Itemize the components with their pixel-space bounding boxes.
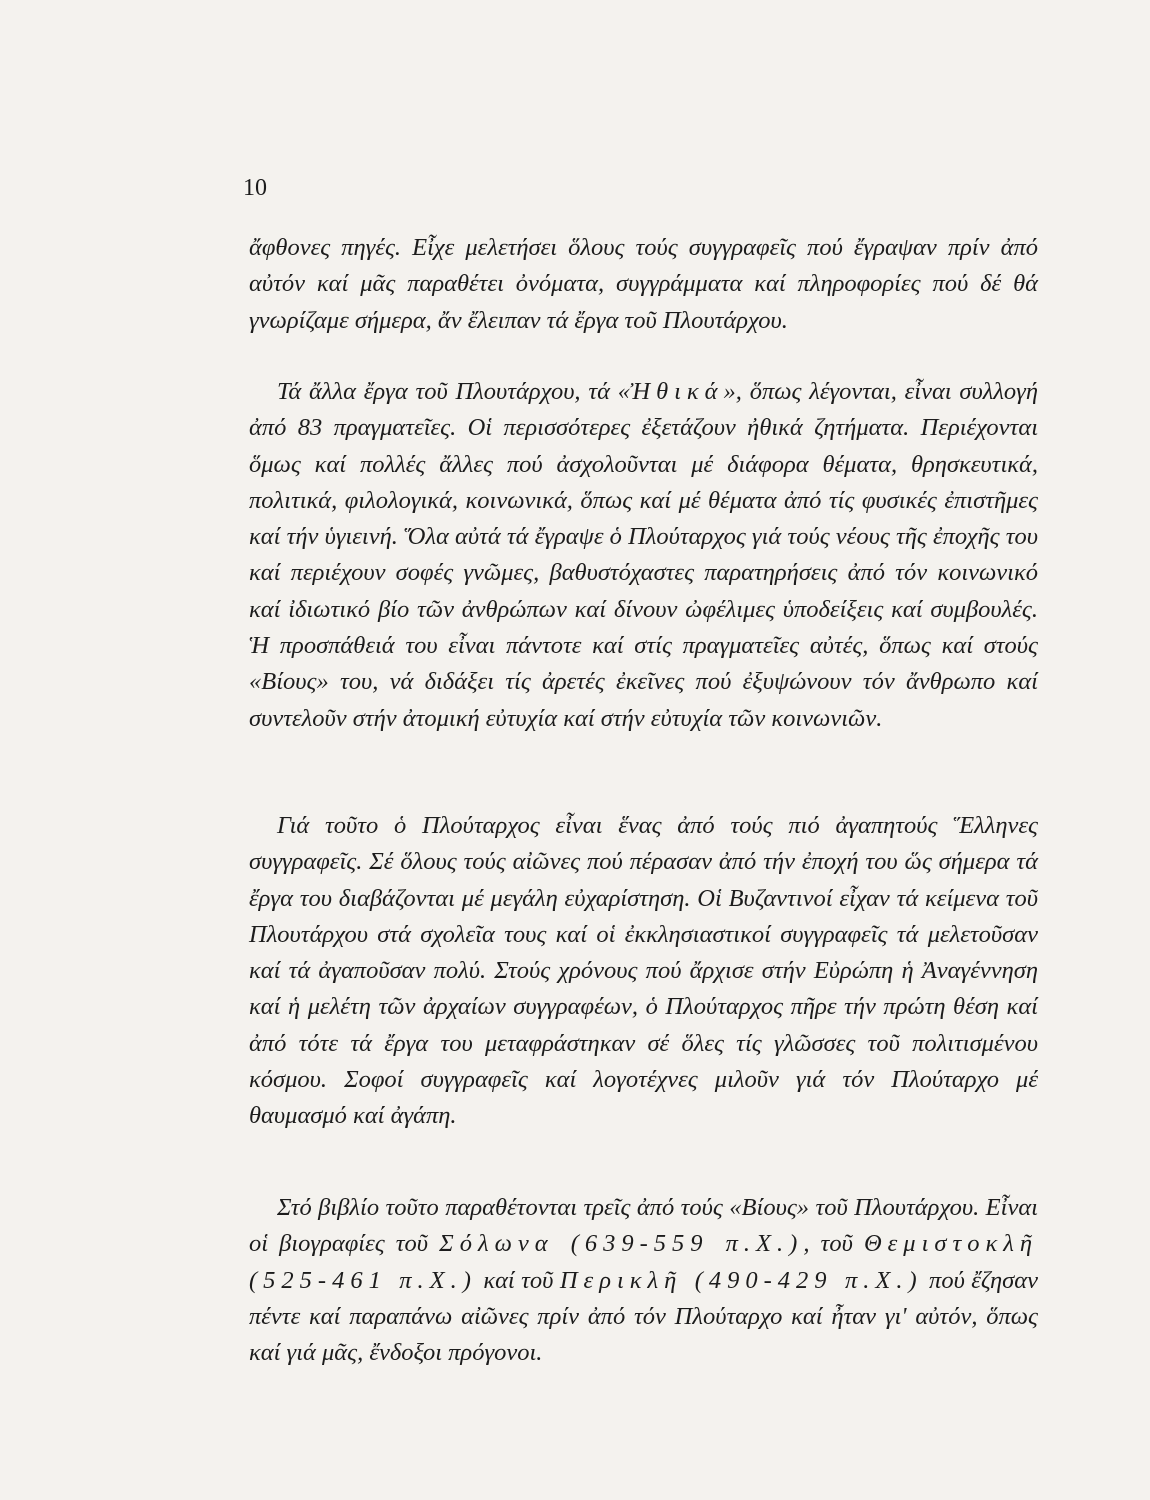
pericles-name-dates: Περικλῆ (490-429 π.Χ.) bbox=[559, 1266, 923, 1294]
paragraph-4 bbox=[249, 1190, 1038, 1371]
paragraph-4-part1: Στό βιβλίο τοῦτο παραθέτονται τρεῖς ἀπό τούς «Βίους» τοῦ Πλουτάρχου. Εἶναι οἱ βιογραφίες τοῦ bbox=[249, 1194, 1038, 1258]
paragraph-2 bbox=[249, 374, 1038, 737]
paragraph-2-before: Τά ἄλλα ἔργα τοῦ Πλουτάρχου, τά « bbox=[277, 378, 630, 405]
paragraph-4-part3: καί τοῦ bbox=[476, 1266, 560, 1294]
solon-name-dates: Σόλωνα (639-559 π.Χ.) bbox=[439, 1230, 804, 1258]
paragraph-4-part4: πού ἔζησαν πέντε καί παραπάνω αἰῶνες πρίν ἀπό τόν Πλούταρχο καί ἦταν γι' αὐτόν, ὅπως καί γιά μᾶς, ἔνδοξοι πρόγονοι. bbox=[249, 1266, 1038, 1367]
paragraph-4-part2: , τοῦ bbox=[803, 1230, 864, 1258]
paragraph-3: Γιά τοῦτο ὁ Πλούταρχος εἶναι ἕνας ἀπό τούς πιό ἀγαπητούς Ἕλληνες συγγραφεῖς. Σέ ὅλους τούς αἰῶνες πού πέρασαν ἀπό τήν ἐποχή του ὥς σήμερα τά ἔργα του διαβάζονται μέ μεγάλη εὐχαρίστηση. Οἱ Βυζαντινοί εἶχαν τά κείμενα τοῦ Πλουτάρχου στά σχολεῖα τους καί οἱ ἐκκλησιαστικοί συγγραφεῖς τά μελετοῦσαν καί τά ἀγαποῦσαν πολύ. Στούς χρόνους πού ἄρχισε στήν Εὐρώπη ἡ Ἀναγέννηση καί ἡ μελέτη τῶν ἀρχαίων συγγραφέων, ὁ Πλούταρχος πῆρε τήν πρώτη θέση καί ἀπό τότε τά ἔργα του μεταφράστηκαν σέ ὅλες τίς γλῶσσες τοῦ πολιτισμένου κόσμου. Σοφοί συγγραφεῖς καί λογοτέχνες μιλοῦν γιά τόν Πλούταρχο μέ θαυμασμό καί ἀγάπη. bbox=[249, 812, 1038, 1130]
paragraph-4-block bbox=[249, 1190, 1038, 1371]
paragraph-1: ἄφθονες πηγές. Εἶχε μελετήσει ὅλους τούς συγγραφεῖς πού ἔγραψαν πρίν ἀπό αὐτόν καί μᾶς παραθέτει ὀνόματα, συγγράμματα καί πληροφορίες πού δέ θά γνωρίζαμε σήμερα, ἄν ἔλειπαν τά ἔργα τοῦ Πλουτάρχου. bbox=[249, 234, 1038, 334]
paragraph-2-after: », ὅπως λέγονται, εἶναι συλλογή ἀπό 83 πραγματεῖες. Οἱ περισσότερες ἐξετάζουν ἠθικά ζητήματα. Περιέχονται ὅμως καί πολλές ἄλλες πού ἀσχολοῦνται μέ διάφορα θέματα, θρησκευτικά, πολιτικά, φιλολογικά, κοινωνικά, ὅπως καί μέ θέματα ἀπό τίς φυσικές ἐπιστῆμες καί τήν ὑγιεινή. Ὅλα αὐτά τά ἔγραψε ὁ Πλούταρχος γιά τούς νέους τῆς ἐποχῆς του καί περιέχουν σοφές γνῶμες, βαθυστόχαστες παρατηρήσεις ἀπό τόν κοινωνικό καί ἰδιωτικό βίο τῶν ἀνθρώπων καί δίνουν ὠφέλιμες ὑποδείξεις καί συμβουλές. Ἡ προσπάθειά του εἶναι πάντοτε καί στίς πραγματεῖες αὐτές, ὅπως καί στούς «Βίους» του, νά διδάξει τίς ἀρετές ἐκεῖνες πού ἐξυψώνουν τόν ἄνθρωπο καί συντελοῦν στήν ἀτομική εὐτυχία καί στήν εὐτυχία τῶν κοινωνιῶν. bbox=[249, 378, 1038, 732]
paragraph-3-block bbox=[249, 808, 1038, 1135]
themistocles-name-dates: Θεμιστοκλῆ (525-461 π.Χ.) bbox=[249, 1230, 1039, 1294]
paragraph-1-block bbox=[249, 230, 1038, 339]
page-number: 10 bbox=[243, 175, 267, 201]
paragraph-2-block bbox=[249, 374, 1038, 737]
paragraph-2-spaced-title: Ἠθικά bbox=[630, 378, 724, 405]
